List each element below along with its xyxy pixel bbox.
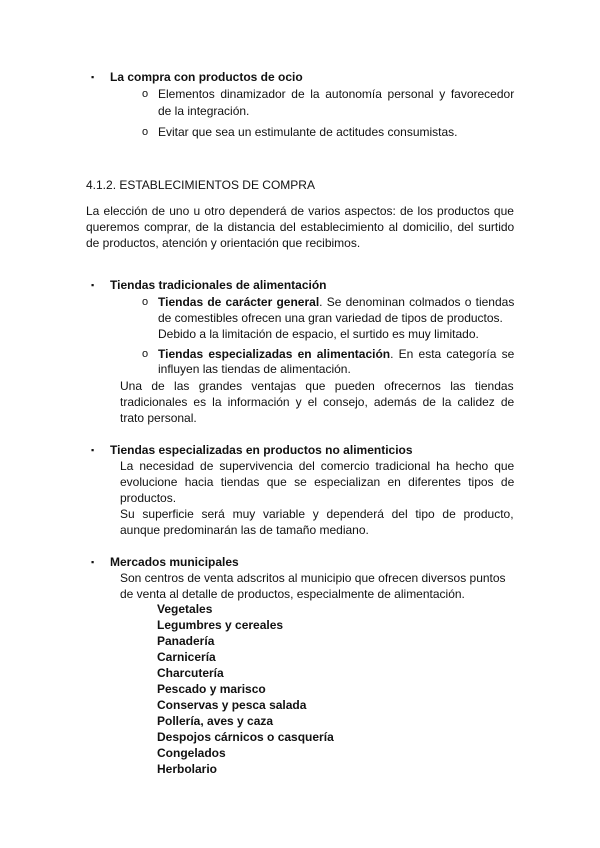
paragraph-line: productos.: [120, 491, 177, 505]
section-heading: 4.1.2. ESTABLECIMIENTOS DE COMPRA: [86, 178, 315, 192]
bullet-marker: ▪: [91, 72, 95, 82]
section-title-no-alimenticios: Tiendas especializadas en productos no alimenticios: [110, 443, 413, 457]
sub-item-line: Debido a la limitación de espacio, el surtido es muy limitado.: [158, 327, 479, 341]
intro-line: La elección de uno u otro dependerá de varios aspectos: de los productos que: [86, 204, 514, 218]
sub-bullet-marker: o: [142, 126, 149, 138]
section-title-ocio: La compra con productos de ocio: [110, 70, 303, 84]
sub-item-rest: . Se denominan colmados o tiendas: [319, 295, 515, 309]
sub-bullet-marker: o: [142, 348, 149, 360]
sub-item-rest: . En esta categoría se: [390, 347, 515, 361]
market-item: Carnicería: [157, 650, 216, 664]
intro-line: queremos comprar, de la distancia del establecimiento al domicilio, del surtido: [86, 220, 515, 234]
paragraph-line: La necesidad de supervivencia del comercio tradicional ha hecho que: [120, 459, 515, 473]
bullet-marker: ▪: [91, 557, 95, 567]
market-item: Charcutería: [157, 666, 224, 680]
bullet-marker: ▪: [91, 280, 95, 290]
market-item: Panadería: [157, 634, 215, 648]
sub-item-line: de la integración.: [158, 104, 250, 118]
sub-item-first-line: [158, 347, 514, 362]
market-item: Pollería, aves y caza: [157, 714, 274, 728]
market-item: Vegetales: [157, 602, 213, 616]
market-item: Congelados: [157, 746, 226, 760]
section-title-mercados: Mercados municipales: [110, 555, 239, 569]
market-item: Pescado y marisco: [157, 682, 266, 696]
market-item: Conservas y pesca salada: [157, 698, 307, 712]
market-item: Herbolario: [157, 762, 218, 776]
section-title-tradicionales: Tiendas tradicionales de alimentación: [110, 278, 327, 292]
paragraph-line: de venta al detalle de productos, especialmente de alimentación.: [120, 587, 465, 601]
sub-bullet-marker: o: [142, 88, 149, 100]
sub-item-bold: Tiendas especializadas en alimentación: [158, 347, 391, 361]
market-item: Despojos cárnicos o casquería: [157, 730, 334, 744]
sub-bullet-marker: o: [142, 296, 149, 308]
paragraph-line: aunque predominarán las de tamaño mediano.: [120, 523, 369, 537]
paragraph-line: Una de las grandes ventajas que pueden ofrecernos las tiendas: [120, 379, 514, 393]
intro-line: de productos, atención y orientación que recibimos.: [86, 236, 361, 250]
paragraph-line: Son centros de venta adscritos al municipio que ofrecen diversos puntos: [120, 571, 506, 585]
paragraph-line: Su superficie será muy variable y dependerá del tipo de producto,: [120, 507, 514, 521]
paragraph-line: trato personal.: [120, 411, 197, 425]
sub-item-line: influyen las tiendas de alimentación.: [158, 362, 351, 376]
sub-item-line: Elementos dinamizador de la autonomía personal y favorecedor: [158, 87, 515, 101]
sub-item-bold: Tiendas de carácter general: [158, 295, 320, 309]
sub-item-line: de comestibles ofrecen una gran variedad de tipos de productos.: [158, 311, 503, 325]
market-item: Legumbres y cereales: [157, 618, 284, 632]
paragraph-line: tradicionales es la información y el consejo, además de la calidez de: [120, 395, 515, 409]
paragraph-line: evolucione hacia tiendas que se especializan en diferentes tipos de: [120, 475, 515, 489]
bullet-marker: ▪: [91, 445, 95, 455]
sub-item-first-line: [158, 295, 514, 310]
sub-item-line: Evitar que sea un estimulante de actitudes consumistas.: [158, 125, 458, 139]
